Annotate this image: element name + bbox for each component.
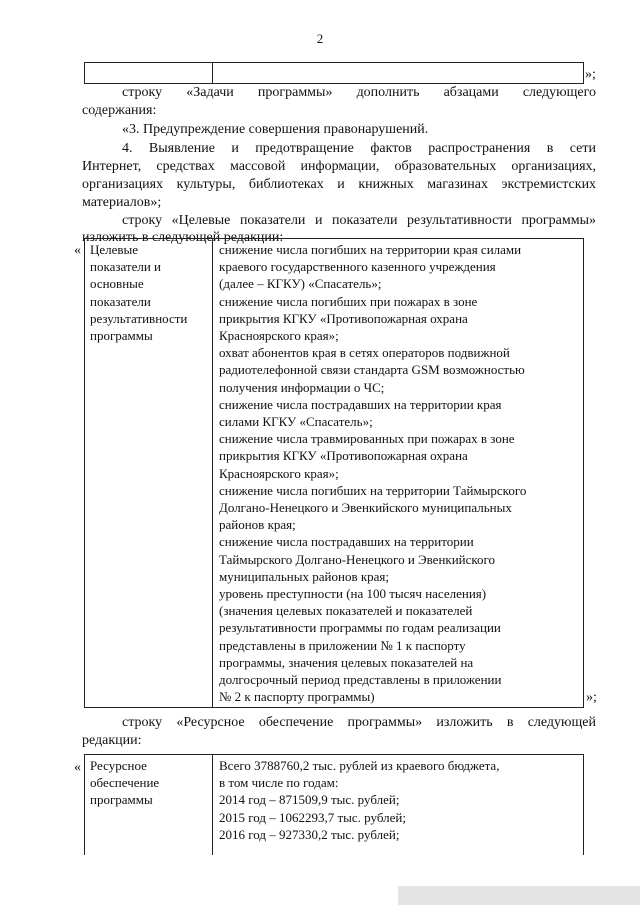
para3-line2: изложить в следующей редакции: — [82, 230, 284, 245]
table2-right-cell: Всего 3788760,2 тыс. рублей из краевого бюджета, в том числе по годам: 2014 год – 871509,9 тыс. рублей; 2015 год – 1062293,7 тыс. рублей; 2016 год – 927330,2 тыс. рублей; — [219, 758, 500, 842]
para1-line3: «3. Предупреждение совершения правонарушений. — [122, 122, 429, 137]
para2-line3: организациях культуры, библиотеках и книжных магазинах экстремистских — [82, 177, 597, 192]
table2-left-cell: Ресурсное обеспечение программы — [90, 758, 160, 808]
table1-open-quote: « — [74, 243, 81, 258]
resource-table — [84, 754, 584, 855]
para2-line2: Интернет, средствах массовой информации, образовательных организациях, — [82, 159, 597, 174]
para1-line1: строку «Задачи программы» дополнить абзацами следующего — [122, 85, 597, 100]
previous-table-remnant — [84, 62, 584, 84]
table1-close-quote: »; — [586, 690, 597, 705]
para1-line2: содержания: — [82, 103, 157, 118]
top-table-close-quote: »; — [585, 67, 596, 82]
table2-open-quote: « — [74, 760, 81, 775]
table1-left-cell: Целевые показатели и основные показатели результативности программы — [90, 242, 188, 344]
para2-line1: 4. Выявление и предотвращение фактов распространения в сети — [122, 141, 596, 156]
para4-line1: строку «Ресурсное обеспечение программы» изложить в следующей — [122, 715, 596, 730]
para3-line1: строку «Целевые показатели и показатели результативности программы» — [122, 213, 597, 228]
target-indicators-table — [84, 238, 584, 708]
scan-edge-shadow — [398, 886, 640, 905]
table1-right-cell: снижение числа погибших на территории края силами краевого государственного казенного учреждения (далее – КГКУ) «Спасатель»; снижение числа погибших при пожарах в зоне прикрытия КГКУ «Противопожарная охрана Красноярского края»; охват абонентов края в сетях операторов подвижной радиотелефонной связи стандарта GSM возможностью получения информации о ЧС; снижение числа пострадавших на территории края силами КГКУ «Спасатель»; снижение числа травмированных при пожарах в зоне прикрытия КГКУ «Противопожарная охрана Красноярского края»; снижение числа погибших на территории Таймырского Долгано-Ненецкого и Эвенкийского муниципальных районов края; снижение числа пострадавших на территории Таймырского Долгано-Ненецкого и Эвенкийского муниципальных районов края; уровень преступности (на 100 тысяч населения) (значения целевых показателей и показателей результативности программы по годам реализации представлены в приложении № 1 к паспорту программы, значения целевых показателей на долгосрочный период представлены в приложении № 2 к паспорту программы) — [219, 242, 527, 705]
page-number: 2 — [316, 31, 324, 46]
para4-line2: редакции: — [82, 733, 142, 748]
para2-line4: материалов»; — [82, 195, 162, 210]
